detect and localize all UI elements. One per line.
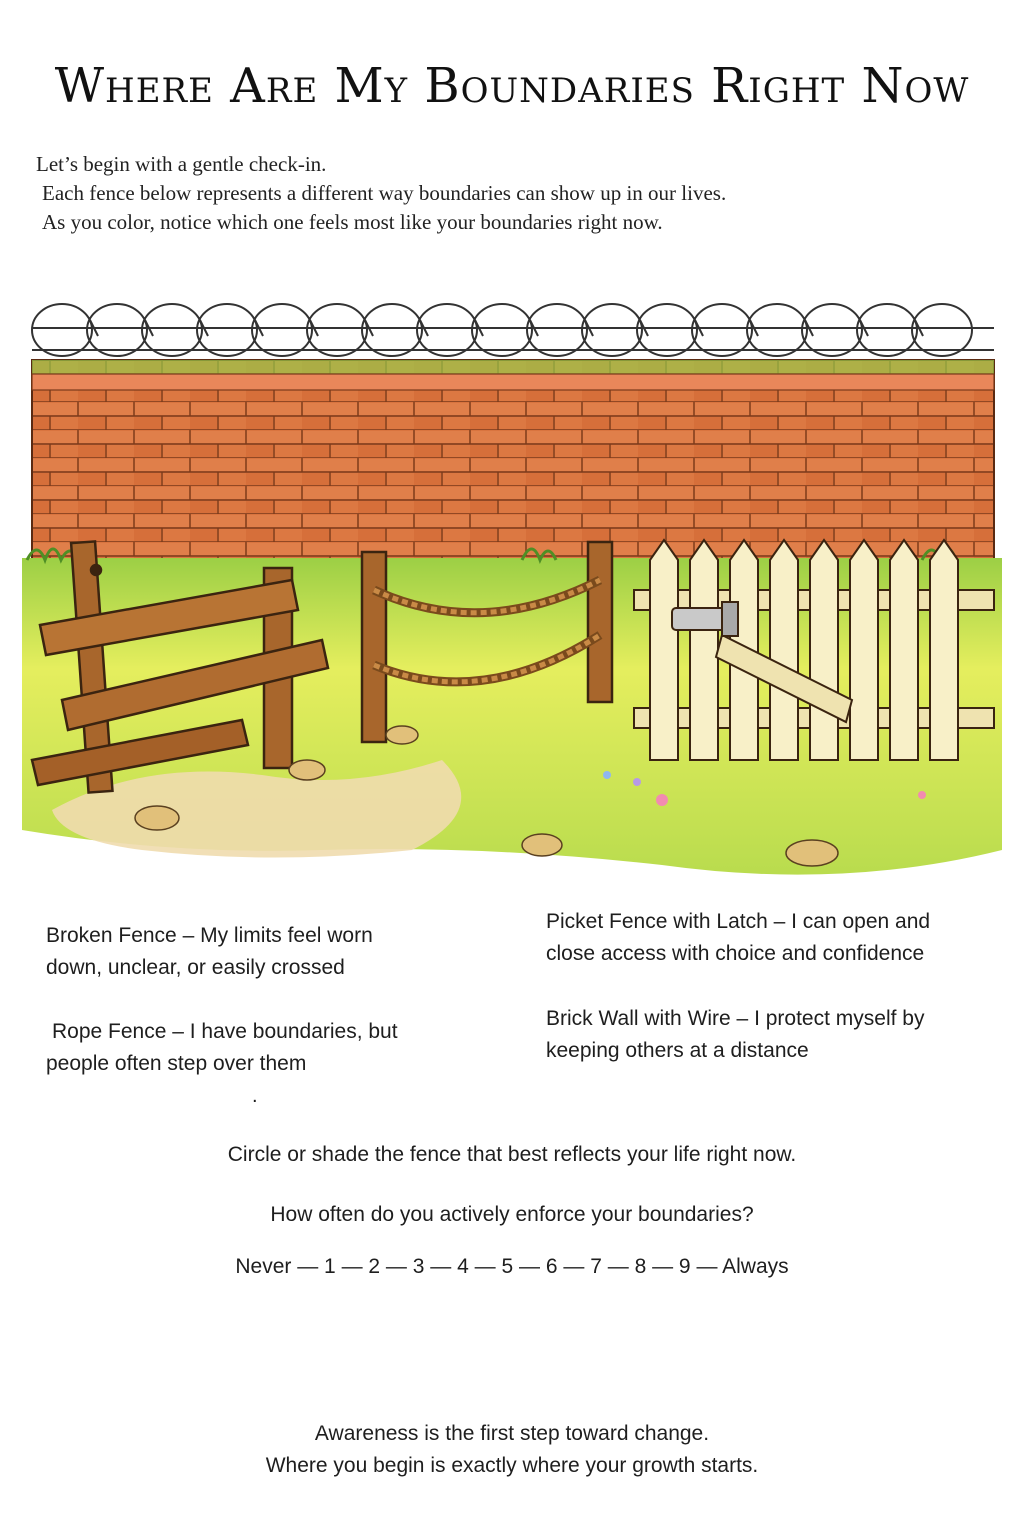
intro-text — [36, 150, 996, 237]
footer-message — [0, 1418, 1024, 1482]
intro-line-1: Let’s begin with a gentle check-in. — [36, 152, 327, 176]
desc-broken-fence: Broken Fence – My limits feel worn down, unclear, or easily crossed — [46, 924, 373, 979]
desc-brick-wall: Brick Wall with Wire – I protect myself by keeping others at a distance — [546, 1007, 925, 1062]
scale-option-8[interactable]: 8 — [634, 1255, 647, 1278]
rating-scale: Never — 1 — 2 — 3 — 4 — 5 — 6 — 7 — 8 — 9 — Always — [235, 1255, 789, 1278]
scale-option-1[interactable]: 1 — [324, 1255, 336, 1278]
instruction-text: Circle or shade the fence that best reflects your life right now. — [227, 1143, 797, 1166]
scale-option-9[interactable]: 9 — [678, 1255, 691, 1278]
scale-option-6[interactable]: 6 — [545, 1255, 558, 1278]
scale-option-7[interactable]: 7 — [590, 1255, 602, 1278]
scale-label-never: Never — [235, 1255, 292, 1278]
desc-picket-fence: Picket Fence with Latch – I can open and close access with choice and confidence — [546, 910, 931, 965]
scale-label-always: Always — [722, 1255, 789, 1278]
fence-illustration — [22, 290, 1002, 890]
scale-option-2[interactable]: 2 — [368, 1255, 381, 1278]
stray-dot: . — [252, 1085, 258, 1107]
question-text: How often do you actively enforce your boundaries? — [270, 1203, 754, 1226]
intro-line-2: Each fence below represents a different way boundaries can show up in our lives. — [42, 181, 727, 205]
footer-line-1: Awareness is the first step toward change. — [314, 1422, 710, 1445]
page-title: Where Are My Boundaries Right Now — [54, 58, 970, 114]
scale-option-5[interactable]: 5 — [501, 1255, 514, 1278]
intro-line-3: As you color, notice which one feels most like your boundaries right now. — [42, 210, 663, 234]
desc-rope-fence: Rope Fence – I have boundaries, but people often step over them — [46, 1020, 398, 1075]
brick-wall — [32, 360, 994, 560]
barbed-wire — [32, 304, 994, 356]
scale-option-4[interactable]: 4 — [457, 1255, 469, 1278]
scale-option-3[interactable]: 3 — [412, 1255, 425, 1278]
footer-line-2: Where you begin is exactly where your growth starts. — [265, 1454, 759, 1477]
